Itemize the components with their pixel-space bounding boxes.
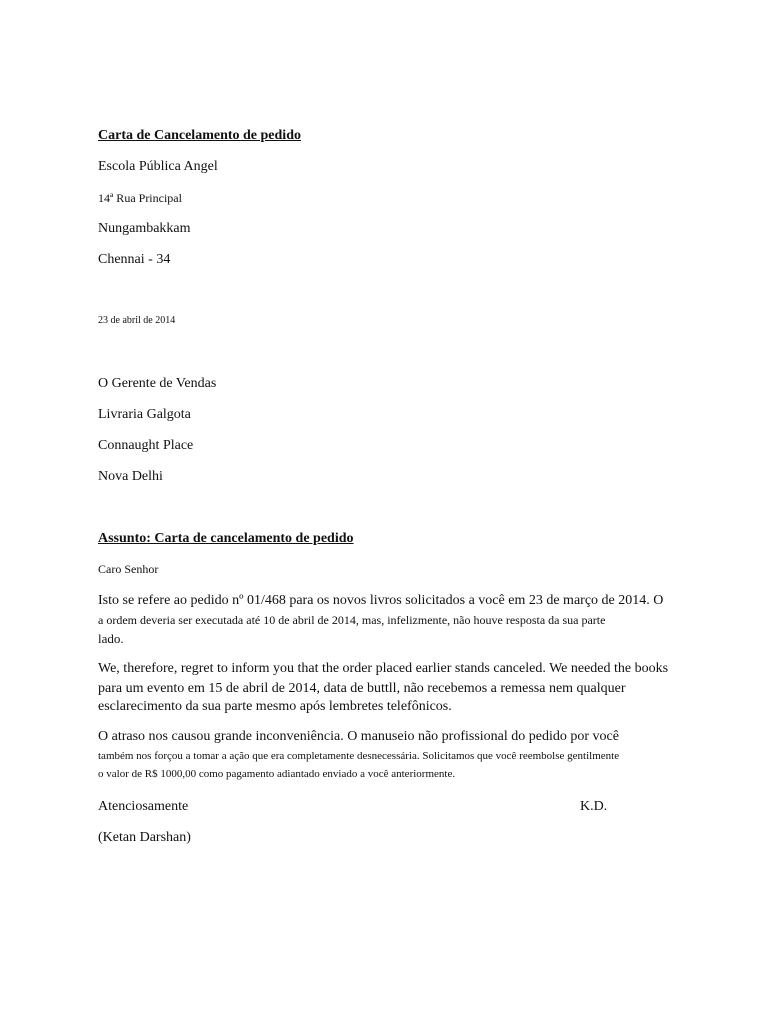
paragraph-line: Isto se refere ao pedido nº 01/468 para os novos livros solicitados a você em 23 de março de 2014. O <box>98 593 664 608</box>
paragraph-line: lado. <box>98 631 124 646</box>
subject-line: Assunto: Carta de cancelamento de pedido <box>98 531 354 546</box>
recipient-place: Connaught Place <box>98 438 194 453</box>
closing: Atenciosamente <box>98 799 189 814</box>
paragraph-line: o valor de R$ 1000,00 como pagamento adiantado enviado a você anteriormente. <box>98 768 456 780</box>
paragraph-line: esclarecimento da sua parte mesmo após lembretes telefônicos. <box>98 699 452 714</box>
recipient-company: Livraria Galgota <box>98 407 191 422</box>
sender-initials: K.D. <box>580 799 608 814</box>
letter-date: 23 de abril de 2014 <box>98 315 176 326</box>
sender-city: Chennai - 34 <box>98 252 171 267</box>
sender-name: Escola Pública Angel <box>98 159 218 174</box>
recipient-title: O Gerente de Vendas <box>98 376 217 391</box>
signature-name: (Ketan Darshan) <box>98 830 191 845</box>
sender-street: 14ª Rua Principal <box>98 191 182 205</box>
salutation: Caro Senhor <box>98 562 159 576</box>
letter-heading: Carta de Cancelamento de pedido <box>98 128 301 143</box>
paragraph-line: We, therefore, regret to inform you that the order placed earlier stands canceled. We needed the books <box>98 661 669 676</box>
paragraph-line: O atraso nos causou grande inconveniência. O manuseio não profissional do pedido por você <box>98 729 619 744</box>
sender-area: Nungambakkam <box>98 221 191 236</box>
paragraph-line: para um evento em 15 de abril de 2014, data de buttll, não recebemos a remessa nem qualquer <box>98 681 626 696</box>
paragraph-line: a ordem deveria ser executada até 10 de abril de 2014, mas, infelizmente, não houve resposta da sua parte <box>98 613 606 627</box>
paragraph-line: também nos forçou a tomar a ação que era completamente desnecessária. Solicitamos que você reembolse gentilmente <box>98 750 620 762</box>
recipient-city: Nova Delhi <box>98 469 163 484</box>
